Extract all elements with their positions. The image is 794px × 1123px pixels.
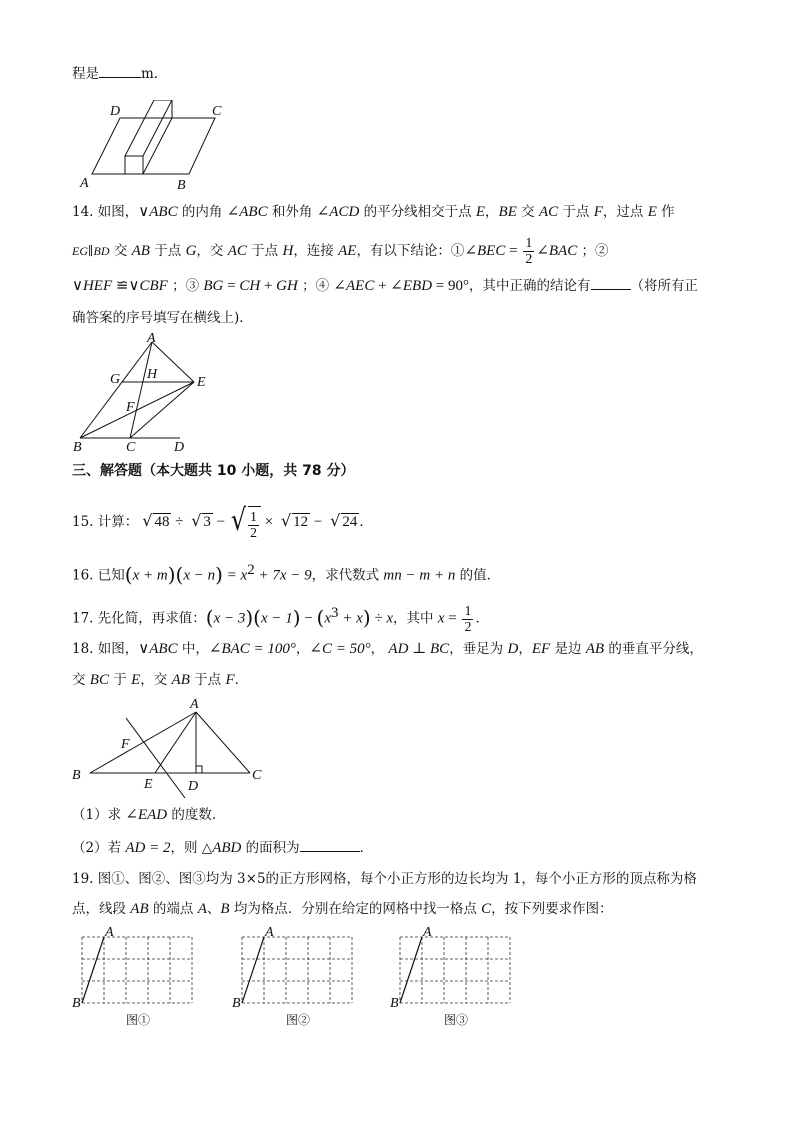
label-D: D [174, 440, 185, 455]
q18-part1: （1）求 ∠EAD 的度数． [72, 807, 226, 823]
label-F: F [121, 737, 130, 752]
q18-line1: 18. 如图，∨ABC 中，∠BAC = 100°，∠C = 50°， AD ⊥ BC，垂足为 D，EF 是边 AB 的垂直平分线， [72, 641, 703, 657]
figure-14-triangle-bisectors [70, 330, 220, 456]
q13-tail: 程是 m． [72, 66, 168, 82]
q18-part2: （2）若 AD = 2，则 △ABD 的面积为 ． [72, 840, 374, 856]
label-A: A [190, 697, 199, 712]
label-H: H [147, 367, 158, 382]
answer-blank [99, 64, 141, 78]
q19-line2: 点，线段 AB 的端点 A、B 均为格点．分别在给定的网格中找一格点 C，按下列要求作图： [72, 901, 613, 917]
label-C: C [126, 440, 136, 455]
label-C: C [212, 104, 222, 119]
q18-line2: 交 BC 于 E，交 AB 于点 F． [72, 672, 249, 688]
label-F: F [126, 400, 135, 415]
grid-figure-1 [70, 924, 200, 1034]
caption-fig1: 图① [126, 1013, 151, 1027]
q14-line3: ∨HEF ≌∨CBF ；③ BG = CH + GH ；④ ∠AEC + ∠EBD = 90°，其中正确的结论有 （将所有正 [72, 278, 698, 294]
radical-one-half: √ $\frac{1}{2}$ [229, 504, 261, 541]
grid-figure-3 [388, 924, 518, 1034]
q14-line2: EG∥BD 交 AB 于点 G，交 AC 于点 H，连接 AE，有以下结论：①∠BEC = $\frac{1}{2}$ ∠BAC ；② [72, 236, 609, 267]
segment-ab [400, 937, 422, 1003]
q15: 15. 计算： √ 48 ÷ √ 3 − √ $\frac{1}{2}$ × √ 12 − √ 24 ． [72, 503, 373, 541]
figure-18-triangle-perpendicular-bisector [68, 692, 273, 802]
caption-fig2: 图② [286, 1013, 311, 1027]
label-B: B [177, 178, 186, 192]
segment-ab [242, 937, 264, 1003]
figure-13-parallelogram-road [78, 100, 228, 192]
label-B: B [72, 996, 81, 1011]
label-A: A [265, 925, 274, 940]
label-A: A [80, 176, 89, 191]
fraction-one-half: $\frac{1}{2}$ [525, 236, 533, 267]
q16: 16. 已知$(x + m)(x - n) = x^2 + 7x - 9$，求代数式 mn − m + n 的值． [72, 562, 501, 587]
answer-blank [591, 276, 631, 290]
label-B: B [390, 996, 399, 1011]
label-E: E [144, 777, 153, 792]
answer-blank [300, 838, 360, 852]
label-A: A [147, 331, 156, 346]
label-B: B [73, 440, 82, 455]
q14-line1: 14. 如图，∨ABC 的内角 ∠ABC 和外角 ∠ACD 的平分线相交于点 E，BE 交 AC 于点 F，过点 E 作 [72, 204, 675, 220]
label-G: G [110, 372, 121, 387]
caption-fig3: 图③ [444, 1013, 469, 1027]
q17: 17. 先化简，再求值：$(x - 3)(x - 1) - (x^3 + x) \div x$，其中 x = $\frac{1}{2}$ ． [72, 603, 489, 635]
label-D: D [110, 104, 121, 119]
label-B: B [72, 768, 81, 783]
q19-line1: 19. 图①、图②、图③均为 3×5的正方形网格，每个小正方形的边长均为 1，每个小正方形的顶点称为格 [72, 871, 697, 887]
label-B: B [232, 996, 241, 1011]
grid-figure-2 [230, 924, 360, 1034]
q14-line4: 确答案的序号填写在横线上)． [72, 310, 253, 326]
segment-ab [82, 937, 104, 1003]
label-A: A [423, 925, 432, 940]
label-C: C [252, 768, 262, 783]
label-A: A [105, 925, 114, 940]
fraction-one-half: $\frac{1}{2}$ [464, 603, 472, 635]
label-E: E [197, 375, 206, 390]
label-D: D [188, 779, 199, 794]
section-3-heading: 三、解答题（本大题共 10 小题，共 78 分） [72, 463, 355, 479]
